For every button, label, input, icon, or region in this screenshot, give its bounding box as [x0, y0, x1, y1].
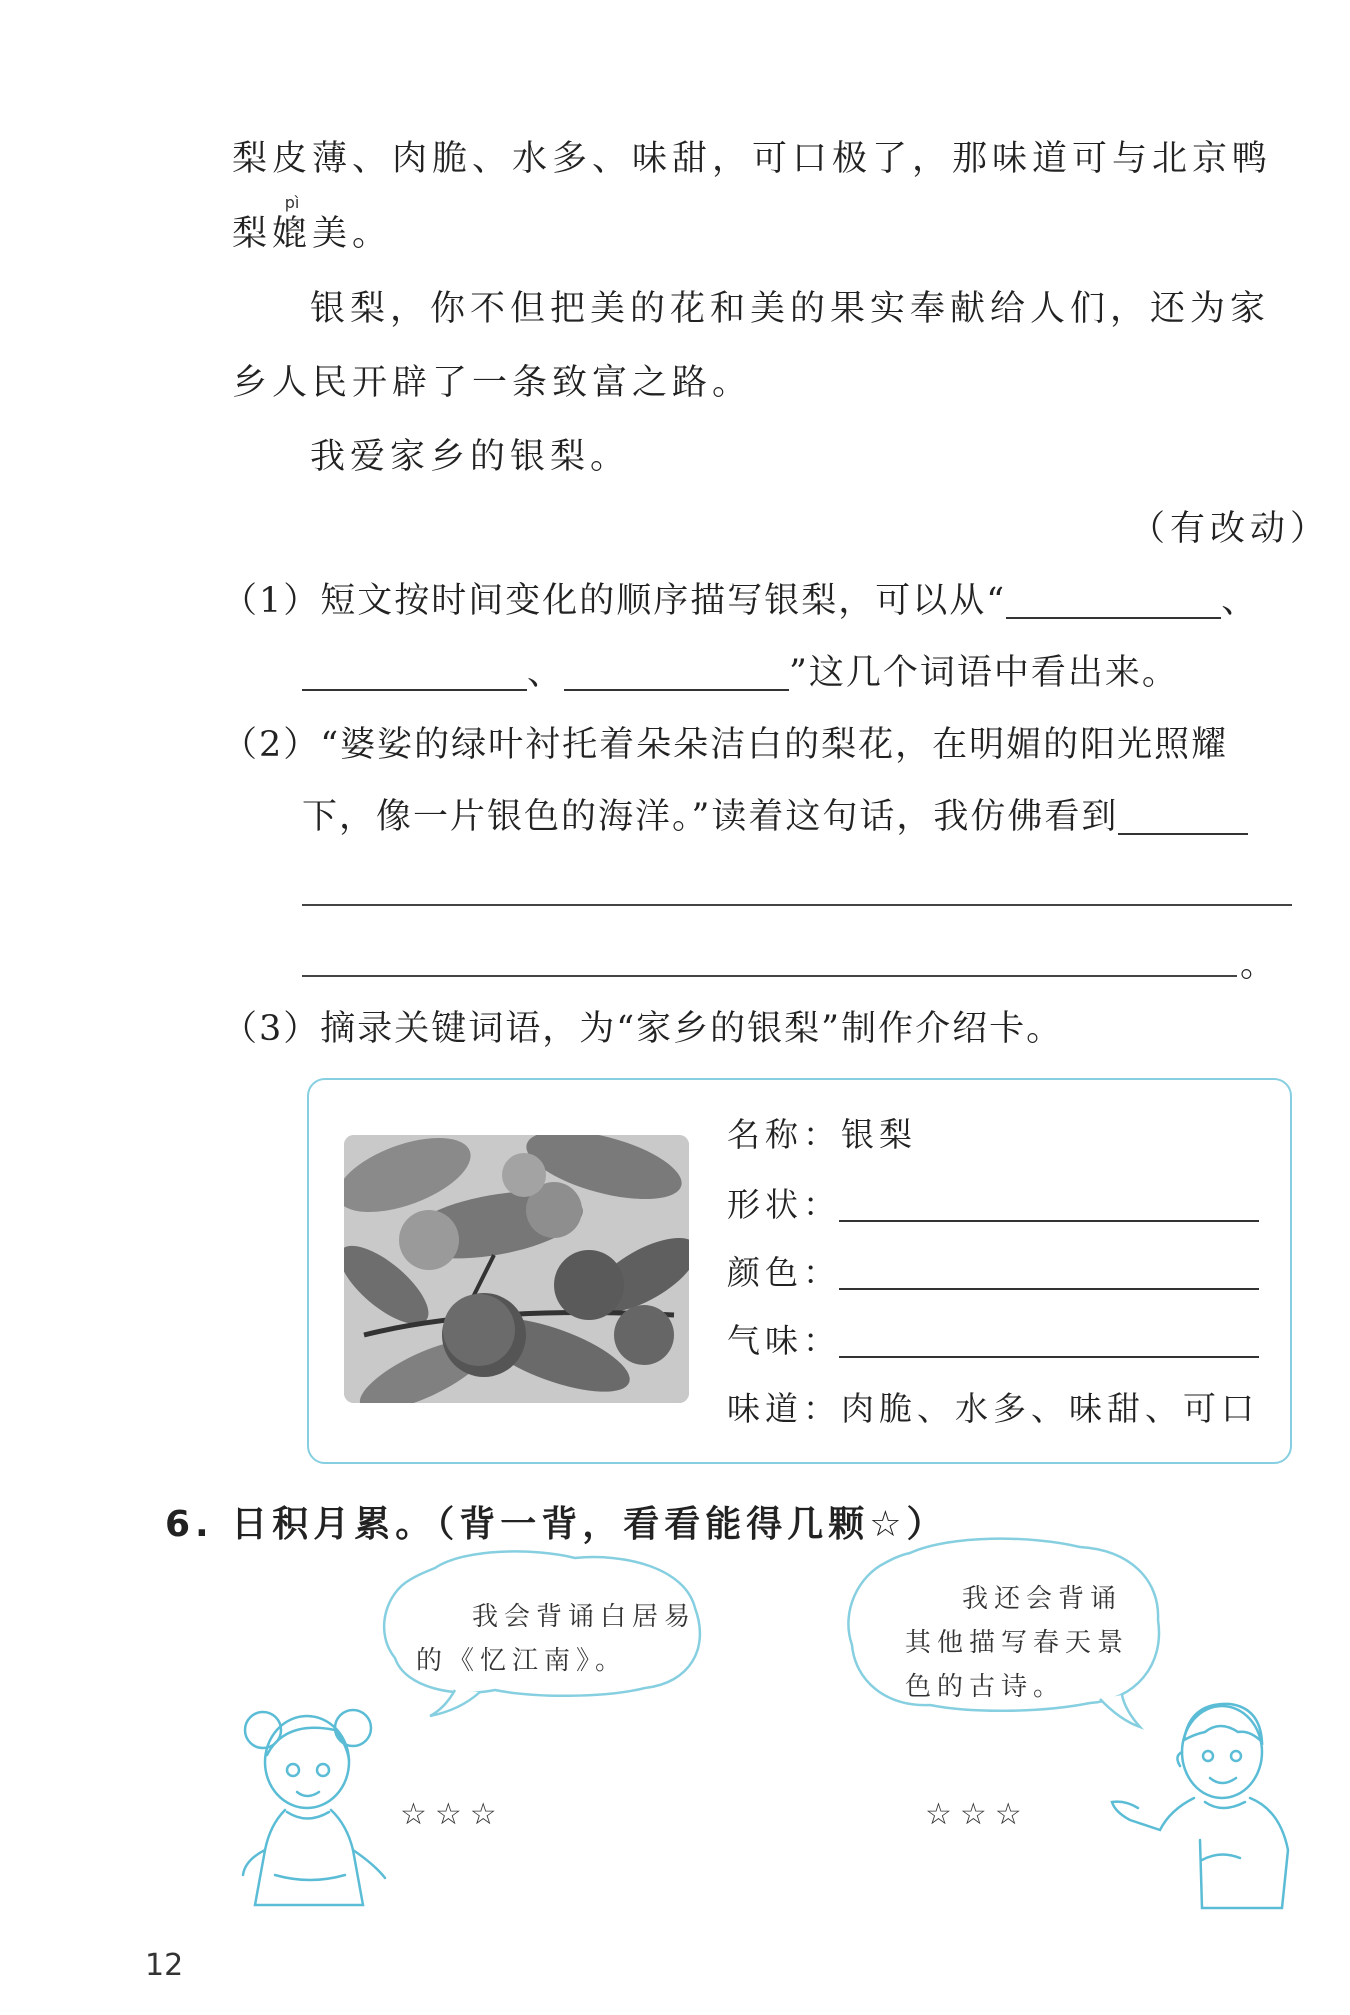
blank-separator-2: 、 [527, 653, 565, 693]
card-taste-label: 味道： [727, 1389, 841, 1428]
page-number: 12 [145, 1948, 184, 1983]
card-taste-value: 肉脆、水多、味甜、可口 [841, 1389, 1259, 1428]
card-smell-line[interactable] [839, 1356, 1259, 1358]
answer-blank-4[interactable] [1118, 803, 1248, 835]
card-color-label: 颜色： [727, 1253, 841, 1292]
passage-line-3: 银梨，你不但把美的花和美的果实奉献给人们，还为家 [310, 289, 1271, 329]
intro-card [307, 1078, 1292, 1464]
blank-separator-1: 、 [1221, 581, 1259, 621]
card-taste-row [727, 1389, 1259, 1428]
question-1-line-2 [302, 653, 1179, 693]
question-2-text-a: “婆娑的绿叶衬托着朵朵洁白的梨花，在明媚的阳光照耀 [320, 725, 1229, 765]
bubble-left-line-1: 我会背诵白居易 [472, 1602, 697, 1632]
question-3-number: （3） [222, 1009, 321, 1049]
card-name-label: 名称： [727, 1115, 841, 1154]
question-1-text-b: ”这几个词语中看出来。 [789, 653, 1179, 693]
pear-photo [344, 1135, 689, 1403]
section-6-title: 6. 日积月累。（背一背，看看能得几颗☆） [165, 1504, 948, 1545]
card-name-row [727, 1115, 917, 1154]
bubble-left-line-2: 的《忆江南》。 [416, 1646, 628, 1676]
pinyin-pi: pì [284, 193, 300, 212]
boy-illustration [1110, 1690, 1295, 1915]
passage-char-li: 梨 [232, 214, 273, 254]
passage-line-2 [232, 193, 393, 254]
answer-line-2[interactable] [302, 904, 1292, 906]
pear-tree-image [344, 1135, 689, 1403]
passage-line-1: 梨皮薄、肉脆、水多、味甜，可口极了，那味道可与北京鸭 [232, 139, 1273, 179]
speech-bubble-left [375, 1548, 715, 1718]
answer-blank-2[interactable] [302, 659, 527, 691]
card-smell-label: 气味： [727, 1321, 841, 1360]
passage-line-4: 乡人民开辟了一条致富之路。 [232, 363, 753, 403]
passage-char-pi: 媲 [272, 214, 313, 254]
stars-left[interactable]: ☆☆☆ [400, 1797, 505, 1832]
question-2-line-2 [302, 797, 1248, 837]
bubble-right-line-2: 其他描写春天景 [905, 1628, 1130, 1658]
bubble-right-line-1: 我还会背诵 [962, 1584, 1123, 1614]
answer-blank-3[interactable] [564, 659, 789, 691]
question-2-end-mark: 。 [1240, 945, 1278, 985]
question-1-text-a: 短文按时间变化的顺序描写银梨，可以从“ [320, 581, 1007, 621]
question-1-number: （1） [222, 581, 321, 621]
bubble-right-line-3: 色的古诗。 [905, 1672, 1066, 1702]
question-2-line-1 [222, 725, 1229, 765]
question-1-line-1 [222, 581, 1259, 621]
source-note: （有改动） [1130, 509, 1331, 549]
girl-illustration [235, 1700, 395, 1915]
answer-line-3[interactable] [302, 975, 1237, 977]
question-2-number: （2） [222, 725, 321, 765]
card-shape-label: 形状： [727, 1185, 841, 1224]
passage-line-5: 我爱家乡的银梨。 [310, 437, 631, 477]
stars-right[interactable]: ☆☆☆ [925, 1797, 1030, 1832]
passage-line-2-rest: 美。 [312, 214, 393, 254]
question-2-text-b: 下，像一片银色的海洋。”读着这句话，我仿佛看到 [302, 797, 1119, 837]
ruby-pi [272, 193, 313, 254]
card-name-value: 银梨 [841, 1115, 917, 1154]
card-shape-line[interactable] [839, 1220, 1259, 1222]
question-3-text: 摘录关键词语，为“家乡的银梨”制作介绍卡。 [320, 1009, 1064, 1049]
card-color-line[interactable] [839, 1288, 1259, 1290]
question-3-line [222, 1009, 1064, 1049]
answer-blank-1[interactable] [1006, 587, 1221, 619]
